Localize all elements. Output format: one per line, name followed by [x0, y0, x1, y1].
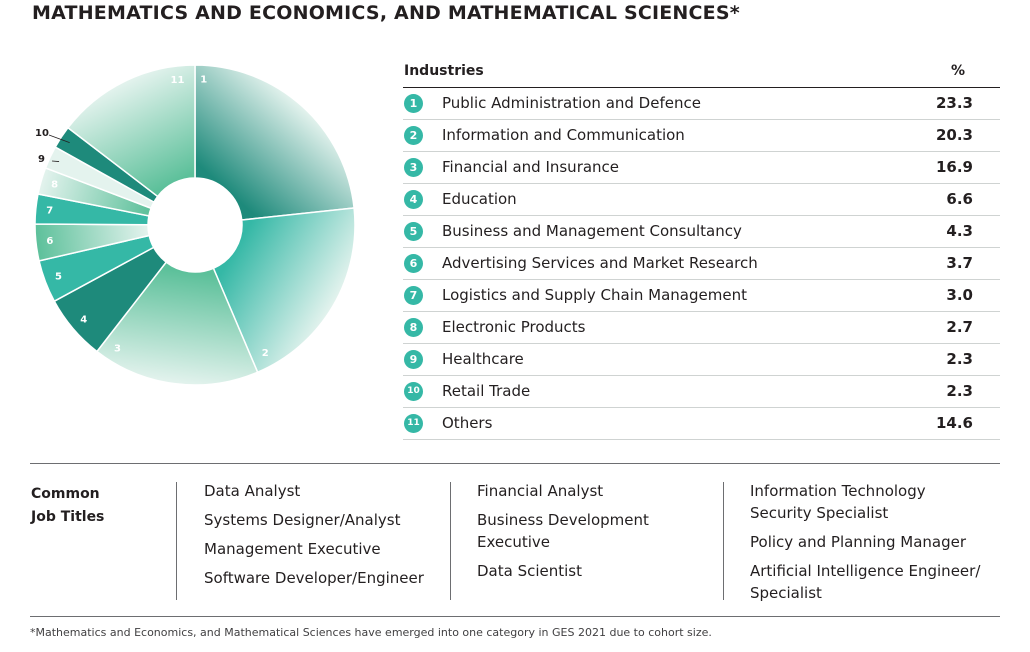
- industry-name: Information and Communication: [442, 126, 685, 144]
- table-row: [403, 88, 1000, 120]
- pie-slice-label: 4: [80, 314, 88, 326]
- row-number-badge: 7: [404, 286, 423, 305]
- industry-percent: 2.3: [946, 382, 973, 400]
- job-column-1: [204, 480, 424, 596]
- table-row: [403, 344, 1000, 376]
- industry-percent: 3.0: [946, 286, 973, 304]
- pie-slice-label: 5: [54, 271, 62, 283]
- pie-slice-label: 2: [261, 347, 269, 359]
- table-row: [403, 216, 1000, 248]
- table-row: [403, 312, 1000, 344]
- footnote: *Mathematics and Economics, and Mathematical Sciences have emerged into one category in GES 2021 due to cohort size.: [30, 626, 712, 639]
- row-number-badge: 8: [404, 318, 423, 337]
- industries-table: [403, 60, 1000, 440]
- pie-slice-label: 7: [46, 205, 54, 217]
- industry-name: Public Administration and Defence: [442, 94, 701, 112]
- row-number-badge: 9: [404, 350, 423, 369]
- pie-slice-label: 6: [46, 236, 54, 248]
- row-number-badge: 1: [404, 94, 423, 113]
- row-number-badge: 4: [404, 190, 423, 209]
- industry-percent: 20.3: [935, 126, 973, 144]
- job-titles-label: Common Job Titles: [31, 486, 105, 525]
- job-title: Information Technology Security Specialist: [750, 482, 926, 522]
- page-title: MATHEMATICS AND ECONOMICS, AND MATHEMATICAL SCIENCES*: [32, 2, 740, 24]
- percent-header: %: [950, 63, 965, 79]
- table-row: [403, 376, 1000, 408]
- job-title: Financial Analyst: [477, 482, 604, 500]
- table-row: [403, 152, 1000, 184]
- table-row: [403, 184, 1000, 216]
- column-divider: [450, 482, 451, 600]
- table-row: [403, 120, 1000, 152]
- row-number-badge: 11: [404, 414, 423, 433]
- job-title: Software Developer/Engineer: [204, 569, 424, 587]
- industry-percent: 2.3: [946, 350, 973, 368]
- column-divider: [176, 482, 177, 600]
- pie-slice-label: 8: [51, 179, 59, 191]
- table-row: [403, 408, 1000, 440]
- pie-slice-label: 11: [170, 75, 185, 87]
- industry-percent: 23.3: [935, 94, 973, 112]
- industry-percent: 3.7: [946, 254, 973, 272]
- industry-name: Retail Trade: [442, 382, 531, 400]
- job-column-2: [477, 480, 649, 589]
- row-number-badge: 6: [404, 254, 423, 273]
- pie-slice-label: 9: [38, 154, 45, 165]
- pie-chart: [30, 60, 370, 400]
- industry-name: Education: [442, 190, 517, 208]
- leader-line: [52, 161, 59, 162]
- row-number-badge: 2: [404, 126, 423, 145]
- industry-name: Healthcare: [442, 350, 524, 368]
- section-divider: [30, 463, 1000, 464]
- pie-slice-label: 1: [200, 74, 208, 86]
- table-row: [403, 280, 1000, 312]
- industry-percent: 16.9: [935, 158, 973, 176]
- industries-header: Industries: [404, 63, 484, 79]
- job-column-3: [750, 480, 980, 611]
- industry-name: Logistics and Supply Chain Management: [442, 286, 747, 304]
- table-rows: [403, 88, 1000, 440]
- job-title: Data Scientist: [477, 562, 582, 580]
- industry-name: Advertising Services and Market Research: [442, 254, 758, 272]
- job-title: Management Executive: [204, 540, 381, 558]
- row-number-badge: 3: [404, 158, 423, 177]
- job-title: Business Development Executive: [477, 511, 649, 551]
- pie-slice-label: 10: [35, 128, 49, 139]
- job-title: Systems Designer/Analyst: [204, 511, 401, 529]
- industry-name: Others: [442, 414, 493, 432]
- industry-name: Financial and Insurance: [442, 158, 620, 176]
- industry-name: Electronic Products: [442, 318, 586, 336]
- table-header: [403, 60, 1000, 88]
- job-title: Data Analyst: [204, 482, 301, 500]
- industry-percent: 6.6: [946, 190, 973, 208]
- row-number-badge: 10: [404, 382, 423, 401]
- pie-slice-label: 3: [113, 343, 121, 355]
- industry-percent: 4.3: [946, 222, 973, 240]
- industry-name: Business and Management Consultancy: [442, 222, 742, 240]
- job-title: Artificial Intelligence Engineer/ Specialist: [750, 562, 981, 602]
- row-number-badge: 5: [404, 222, 423, 241]
- footer-divider: [30, 616, 1000, 617]
- industry-percent: 14.6: [935, 414, 973, 432]
- industry-percent: 2.7: [946, 318, 973, 336]
- pie-slice-1: [195, 65, 354, 220]
- column-divider: [723, 482, 724, 600]
- job-title: Policy and Planning Manager: [750, 533, 967, 551]
- table-row: [403, 248, 1000, 280]
